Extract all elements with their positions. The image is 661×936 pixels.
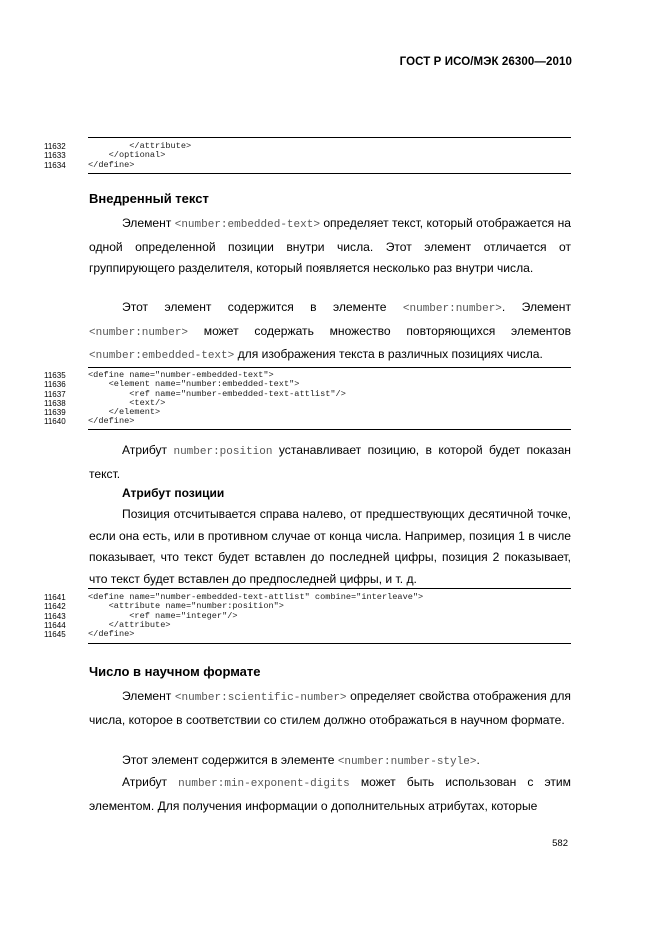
text: определяет свойства отображения для числа, которое в соответствии со стилем должно отображаться в научном формате. [89, 689, 571, 727]
code-line-number: 11632 [44, 142, 66, 151]
code-line-number: 11642 [44, 602, 66, 612]
subsection-title-position-attribute: Атрибут позиции [122, 486, 225, 500]
text: Атрибут [122, 443, 174, 457]
code-block-3-line-numbers [44, 593, 66, 639]
code-line: </define> [88, 159, 135, 170]
text: Этот элемент содержится в элементе [122, 300, 403, 314]
code-inline: number:position [173, 446, 273, 458]
text: Позиция отсчитывается справа налево, от предшествующих десятичной точке, если она есть, или в противном случае от конца числа. Например, позиция 1 в числе показывает, что текст будет вставлен до последней цифры, позиция 2 показывает, что текст будет вставлен до предпоследней цифры, и т. д. [89, 507, 571, 586]
text: Элемент [122, 689, 175, 703]
text: Атрибут [122, 775, 179, 789]
text: . Элемент [501, 300, 571, 314]
code-line-number: 11635 [44, 371, 66, 380]
section-title-embedded-text: Внедренный текст [89, 191, 209, 206]
code-inline: <number:number-style> [337, 756, 477, 768]
code-block-1 [88, 142, 191, 170]
code-line-number: 11634 [44, 160, 66, 170]
code-inline: number:min-exponent-digits [178, 778, 350, 790]
code-line: <attribute name="number:position"> [88, 601, 284, 612]
paragraph-position-description [89, 504, 571, 590]
code-line: </optional> [88, 150, 166, 161]
code-line: <ref name="number-embedded-text-attlist"/> [88, 388, 346, 399]
code-block-1-bottom-rule [88, 173, 571, 174]
code-block-2 [88, 371, 346, 427]
code-line-number: 11641 [44, 593, 66, 602]
code-line-number: 11645 [44, 630, 66, 640]
document-header: ГОСТ Р ИСО/МЭК 26300—2010 [399, 56, 572, 68]
code-line: </define> [88, 416, 135, 427]
code-line: </define> [88, 629, 135, 640]
code-inline: <number:embedded-text> [174, 219, 320, 231]
text: определяет текст, который отображается на одной определенной позиции внутри числа. Этот элемент отличается от группирующего разделителя, который появляется несколько раз внутри числа. [89, 216, 571, 275]
text: устанавливает позицию, в которой будет показан текст. [89, 443, 571, 481]
code-line: </element> [88, 407, 161, 418]
code-line-number: 11643 [44, 611, 66, 621]
paragraph-min-exponent-digits [89, 772, 571, 817]
code-block-1-line-numbers [44, 142, 66, 170]
code-line-number: 11637 [44, 389, 66, 399]
paragraph-position-attribute [89, 440, 571, 485]
text: может быть использован с этим элементом. Для получения информации о дополнительных атрибутах, которые [89, 775, 571, 813]
code-line: <element name="number:embedded-text"> [88, 379, 300, 390]
code-line: <ref name="integer"/> [88, 610, 238, 621]
text: Элемент [122, 216, 175, 230]
page-number: 582 [552, 838, 568, 849]
text: может содержать множество повторяющихся элементов [188, 323, 571, 338]
code-block-3-bottom-rule [88, 643, 571, 644]
code-inline: <number:scientific-number> [174, 692, 347, 704]
code-inline: <number:embedded-text> [89, 350, 235, 362]
code-line: <text/> [88, 397, 166, 408]
code-block-2-bottom-rule [88, 429, 571, 430]
text: для изображения текста в различных позициях числа. [234, 347, 543, 361]
code-line-number: 11636 [44, 380, 66, 390]
code-line: <define name="number-embedded-text-attlist" combine="interleave"> [88, 592, 424, 602]
code-line: </attribute> [88, 141, 192, 151]
paragraph-scientific-number-intro [89, 686, 571, 731]
code-line-number: 11644 [44, 620, 66, 630]
code-line: </attribute> [88, 619, 171, 630]
code-block-3 [88, 593, 423, 639]
code-block-2-line-numbers [44, 371, 66, 427]
code-line-number: 11640 [44, 417, 66, 427]
code-line-number: 11639 [44, 408, 66, 418]
paragraph-embedded-text-container [89, 297, 571, 368]
code-block-3-top-rule [88, 588, 571, 589]
code-line-number: 11633 [44, 151, 66, 161]
paragraph-embedded-text-intro [89, 213, 571, 280]
code-line: <define name="number-embedded-text"> [88, 370, 274, 380]
code-block-1-top-rule [88, 137, 571, 138]
code-inline: <number:number> [89, 326, 189, 339]
code-inline: <number:number> [402, 303, 502, 315]
text: Этот элемент содержится в элементе [122, 753, 338, 767]
code-block-2-top-rule [88, 367, 571, 368]
code-line-number: 11638 [44, 398, 66, 408]
text: . [476, 753, 480, 767]
section-title-scientific-number: Число в научном формате [89, 664, 261, 679]
paragraph-scientific-number-container [89, 750, 571, 774]
